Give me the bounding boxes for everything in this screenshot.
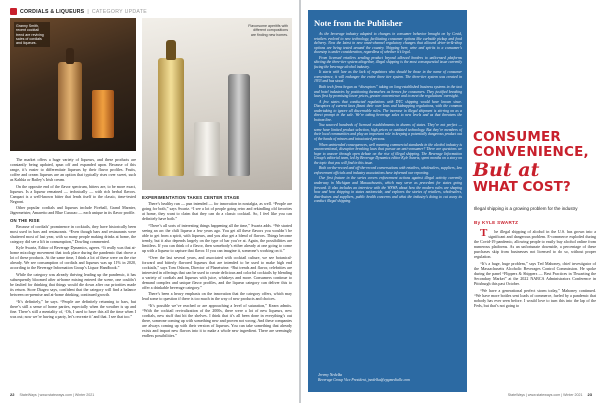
article-column: The market offers a huge variety of liqueurs, and these products are constantly being updated, spun off and expanded upon. Because of this range, it’s easier to differentiate liqueurs by their flavor profiles. Fruits, coffee and cream liqueurs are an option that typically rises over sweet, such as Kahlúa or Bailey’s Irish cream. On the opposite end of the flavor spectrum, bitters are, to be more exact, liqueurs. Is a liqueur remained — technically — with rich herbal flavors. Campari is a well-known bitter that lends itself to the classic, time-tested Negroni. Other popular cordials and liqueurs include Fireball, Grand Marnier, Jägermeister, Amaretto and Blue Curacao — each unique in its flavor profile. ON THE RISE Because of cordials’ prominence in cocktails, they have historically been most used in bars and restaurants. “Even though bars and restaurants were shuttered most of last year, with so many people making drinks at home, the category did see a lift in consumption,” Dowling commented. Kyle Swartz, Editor of Beverage Dynamics, agrees. “It really was that at-home mixology movement that took place during the pandemic that drove a lot of these products. At the same time, I think a lot of these were on the rise already. We see consumption of cordials and liqueurs was up 11% in 2020, according to the Beverage Information Group’s Liquor Handbook.” While the category was already thriving leading up the pandemic, it has subsequently bloomed after at-home mixing entered the scene, one couldn’t be faulted for thinking that things would die down after our priorities made its return. Store Diageo says, confident that the category will find a balance between on-premise and at-home drinking, continued growth. “It’s definitely,” he says. “People are definitely returning to bars, but there’s still a sense of home parties, especially when the weather is up and fine. There’s still a mentality of, ‘Oh, I used to have this all the time when I was out; now we’re having a party, let’s recreate it’ and that. I see that too.” [10, 157, 136, 319]
folio-text: StateWays | www.stateways.com | Winter 2021 [19, 393, 95, 397]
page-number: 23 [587, 392, 592, 397]
note-signature: Jeremy Nedelka Beverage Group Vice President, jnedelka@epgmediallc.com [318, 373, 410, 382]
article-deck: Illegal shipping is a growing problem for the industry [474, 206, 578, 211]
section-icon [10, 8, 17, 15]
liqueur-photo [10, 18, 136, 151]
right-page [301, 0, 600, 403]
bottle-illustration [158, 58, 184, 176]
page-folio [508, 392, 592, 397]
aperitif-photo [142, 18, 292, 190]
glass-illustration [92, 90, 114, 138]
subheading: ON THE RISE [10, 217, 40, 223]
folio-text: StateWays | www.stateways.com | Winter 2021 [507, 393, 583, 397]
note-title: Note from the Publisher [314, 18, 403, 28]
byline: By KYLE SWARTZ [474, 220, 519, 225]
section-category: CATEGORY UPDATE [91, 8, 148, 15]
page-number: 22 [10, 392, 15, 397]
section-header: CORDIALS & LIQUEURS | CATEGORY UPDATE [10, 8, 147, 15]
subheading: EXPERIMENTATION TAKES CENTER STAGE [142, 195, 240, 200]
left-page [0, 0, 299, 403]
glass-illustration [194, 122, 220, 176]
section-title: CORDIALS & LIQUEURS [20, 8, 85, 15]
photo-caption: Granny Smith, recent cocktail trend are reviving sales of cordials and liqueurs. [14, 22, 50, 47]
bottle-illustration [228, 74, 250, 176]
photo-caption: Flavorsome aperitifs with different compositions are finding new homes. [248, 24, 288, 37]
article-headline: CONSUMER CONVENIENCE, But at WHAT COST? [473, 129, 589, 195]
note-body: As the beverage industry adapted to changes in consumer behavior brought on by Covid, retailers evolved to new technology, facilitating consumer options like curbside pickup and food delivery. Now the latest in new omni-channel regulatory changes that allowed drive-in-&-shop options are being tested around the country. Shipping beer, wine and spirits to a consumer’s doorstep is under consideration, regardless of whether it’s legal. From licensed retailers sending product beyond allowed borders to unlicensed platforms skirting the three-tier system altogether, illegal shipping is the most consequential issue currently facing the beverage alcohol industry. It starts with lure as the lack of regulators who should be those in the name of consumer convenience, it will endanger the entire three tier system. The three-tier system was created in 1933 and has stood. Both tech firms began as “disruptors” taking on long-established business systems in the taxi and hotel industries by positioning themselves as heroes for consumers. They justified breaking laws first by promising lower prices, greater convenience and to meet the regulations’ oversight. A few states that conducted regulations with DTC shipping would have known since. Disruptors of current laws flaunt their own laws and kidnapping regulations, with the common undertaking to ignore all discernable rules. The increase in illegal shipment is stirring on as a direct prompt in the sale. We’re taking beverage sales to new levels and as that threatens the bottom line. You sourced hundreds of licensed establishments in dozens of states. They’re not perfect — some have limited product selection, high prices or outdated technology. But they’re members of their local communities and play an important role in keeping a potentially dangerous product out of the hands of minors and intoxicated persons. When unintended consequences, well meaning commercial standards in the alcohol industry is unconventional, disruptive breaking laws that pursue an anti-consumer? There are questions we hope to answer through open debate on the rise of illegal shipping. The Beverage Information Group’s editorial team, led by Beverage Dynamics editor Kyle Swartz, spent months on a story on the topic that you will find in this issue. Both on-the-record and off-the-record conversations with retailers, wholesalers, suppliers, law enforcement officials and industry associations have informed our reporting. Our first feature in the series covers enforcement actions against illegal activity currently underway in Michigan and Massachusetts, which may serve as precedent for states going forward. It also includes an interview with the WSWA about how the modern rules are shaping how and how shipping in states nationwide, and explores the stories of retailers, wholesalers, distributors and suppliers, public health concerns and what the industry’s doing to cut away its conduct illegal shipping. [314, 32, 462, 204]
page-folio [10, 392, 94, 397]
publisher-note-box [308, 10, 467, 392]
article-column: EXPERIMENTATION TAKES CENTER STAGE There’s healthy run — pun intended — for innovation in nostalgia, as well. “People are going for both,” says Swartz. “I see a lot of people going retro and rekindling old favorites at home, they want to claim that they can do a classic cocktail. So, I feel like you can definitely have both.” “There’s all sorts of interesting things happening all the time,” Swartz adds. “We started seeing an arc the chili liqueur a few years ago. You get all these flavors you wouldn’t be able to get from a spirit, with liqueurs, and you also get a blend of flavors. Things become trendy, but it also depends largely on the type of bar you’re at. Again, the possibilities are limitless. If you can think of a flavor, then somebody’s either already at one going to come up with a liqueur to capture that flavor. If you can imagine it, someone’s working on it.” “Over the last several years, and associated with cocktail culture, we see botanical-forward and bitterly flavored liqueurs that are intended to be used to make high end cocktails,” says Tom Osborn, Director of Planetwine. “But trends and flavor, celebrities are interested in offerings that can be used to create delicious and colorful cocktails by blending a variety of cordials and liqueurs with juice, whiskeys and more. Consumers continue to demand complex and unique flavor profiles, and the liqueur category can deliver this to offer a drinkable beverage category.” There’s been a heavy emphasis on the innovation that the category offers, which may lead some to question if there is too much in the way of new products and choices. “It’s possible we’ve reached or are approaching a level of saturation,” Kearn admits. “With the cocktail revivalization of the 2000s, there were a lot of new liqueurs, new cordials, new stuff that hit the shelves. I think that it’s all been done in everything’s out there, someone coming up with something new and proven not wrong. And these companies are always coming up with their version of liqueurs. You can take something that already exists and impart new flavors into it to make a whole new ingredient. There are seemingly endless possibilities.” [142, 195, 292, 339]
article-column: The illegal shipping of alcohol in the U.S. has grown into a significant and dangerous problem. E-commerce exploded during the Covid-19 pandemic, allowing people to easily buy alcohol online from numerous platforms. As an unfortunate downside, a percentage of these purchases skip from businesses not licensed to do so, without proper regulation. “It’s a huge, huge problem,” says Ted Mahoney, chief investigator of the Massachusetts Alcoholic Beverages Control Commission. He spoke during the panel “Flippers & Shippers — Best Practices in Thwarting the Secondary Market” at the 2022 NABCA Administrators Conference in Pittsburgh this past October. “We have a generational perfect storm today,” Mahoney continued. “We have more bottles sent loads of commerce, fueled by a pandemic that nobody has ever seen before. I would love to turn this into the lap of the Feds, but that’s not going to [474, 227, 596, 308]
bottle-illustration [58, 62, 82, 140]
